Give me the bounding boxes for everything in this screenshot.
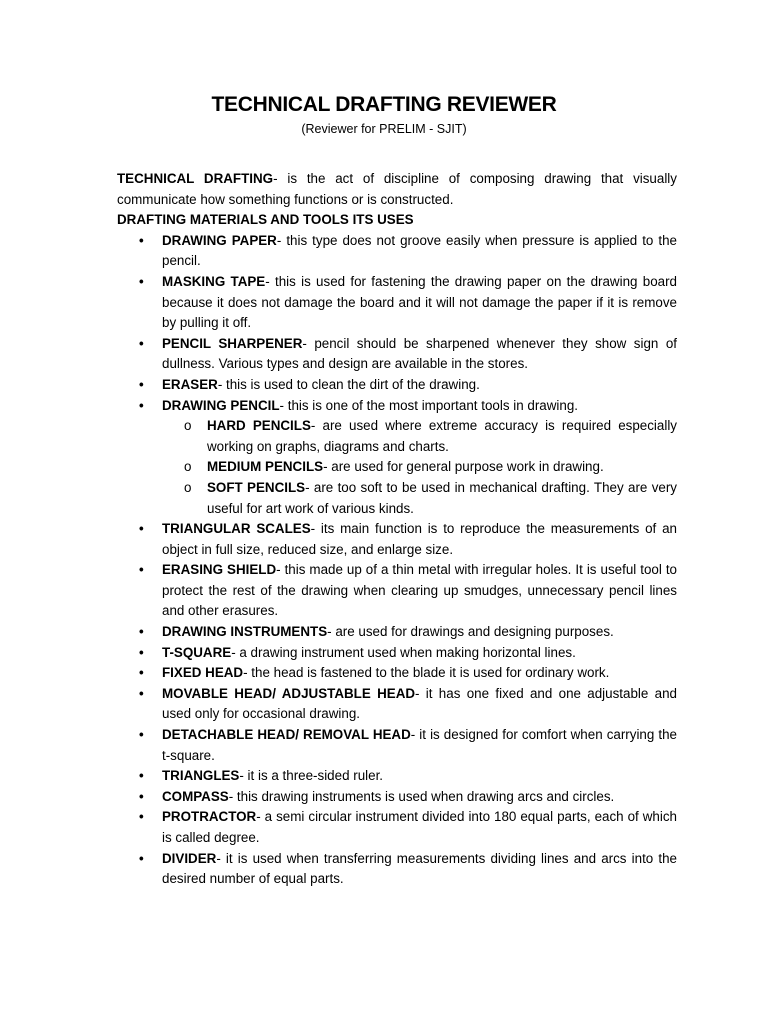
list-item bbox=[117, 334, 677, 375]
sub-item-term: SOFT PENCILS bbox=[207, 479, 306, 495]
item-text: - pencil should be sharpened whenever they show sign of dullness. Various types and design are available in the stores. bbox=[162, 335, 677, 372]
list-item bbox=[117, 396, 677, 520]
list-item bbox=[117, 766, 677, 787]
list-item bbox=[117, 807, 677, 848]
intro-definition: - is the act of discipline of composing drawing that visually communicate how something functions or is constructed. bbox=[117, 171, 677, 207]
sub-item-text: - are used where extreme accuracy is required especially working on graphs, diagrams and charts. bbox=[207, 418, 677, 454]
section-heading: DRAFTING MATERIALS AND TOOLS ITS USES bbox=[117, 212, 414, 228]
item-text: - it has one fixed and one adjustable and used only for occasional drawing. bbox=[162, 685, 677, 722]
sub-item-term: MEDIUM PENCILS bbox=[207, 459, 324, 475]
item-term: PROTRACTOR bbox=[162, 809, 257, 825]
list-item bbox=[117, 231, 677, 272]
list-item bbox=[117, 663, 677, 684]
item-text: - its main function is to reproduce the measurements of an object in full size, reduced size, and enlarge size. bbox=[162, 521, 677, 557]
item-term: DRAWING PENCIL bbox=[162, 397, 280, 413]
item-term: ERASER bbox=[162, 376, 218, 392]
pencil-types-list bbox=[162, 416, 677, 519]
item-text: - this is used to clean the dirt of the drawing. bbox=[217, 376, 480, 392]
intro-term: TECHNICAL DRAFTING bbox=[117, 171, 274, 186]
item-term: TRIANGULAR SCALES bbox=[162, 521, 311, 537]
item-term: PENCIL SHARPENER bbox=[162, 335, 303, 351]
item-text: - a drawing instrument used when making horizontal lines. bbox=[231, 644, 576, 660]
item-text: - a semi circular instrument divided into 180 equal parts, each of which is called degree. bbox=[162, 809, 677, 845]
list-item bbox=[117, 560, 677, 622]
item-text: - this type does not groove easily when pressure is applied to the pencil. bbox=[162, 232, 677, 269]
item-text: - are used for drawings and designing purposes. bbox=[327, 624, 614, 640]
item-term: ERASING SHIELD bbox=[162, 562, 277, 578]
item-text: - this made up of a thin metal with irregular holes. It is useful tool to protect the rest of the drawing when clearing up smudges, unnecessary pencil lines and other erasures. bbox=[162, 562, 677, 619]
item-term: DETACHABLE HEAD/ REMOVAL HEAD bbox=[162, 727, 411, 743]
item-term: MASKING TAPE bbox=[162, 273, 266, 289]
list-item bbox=[117, 725, 677, 766]
item-term: DRAWING PAPER bbox=[162, 232, 277, 248]
item-text: - the head is fastened to the blade it is used for ordinary work. bbox=[243, 665, 610, 681]
item-term: T-SQUARE bbox=[162, 644, 232, 660]
list-item bbox=[117, 375, 677, 396]
sub-item-text: - are used for general purpose work in drawing. bbox=[323, 459, 604, 475]
item-term: DIVIDER bbox=[162, 850, 217, 866]
item-term: COMPASS bbox=[162, 788, 229, 804]
list-item bbox=[117, 622, 677, 643]
item-term: MOVABLE HEAD/ ADJUSTABLE HEAD bbox=[162, 685, 416, 701]
sub-list-item bbox=[162, 457, 677, 478]
page-subtitle: (Reviewer for PRELIM - SJIT) bbox=[301, 122, 467, 136]
list-item bbox=[117, 787, 677, 808]
item-text: - this is one of the most important tools in drawing. bbox=[279, 397, 578, 413]
item-term: FIXED HEAD bbox=[162, 665, 244, 681]
list-item bbox=[117, 272, 677, 334]
item-text: - it is used when transferring measurements dividing lines and arcs into the desired number of equal parts. bbox=[162, 850, 677, 887]
item-text: - it is a three-sided ruler. bbox=[239, 768, 384, 784]
item-text: - this drawing instruments is used when drawing arcs and circles. bbox=[228, 788, 615, 804]
sub-item-text: - are too soft to be used in mechanical drafting. They are very useful for art work of various kinds. bbox=[207, 479, 677, 516]
sub-list-item bbox=[162, 416, 677, 457]
sub-list-item bbox=[162, 478, 677, 519]
list-item bbox=[117, 519, 677, 560]
list-item bbox=[117, 643, 677, 664]
item-term: TRIANGLES bbox=[162, 768, 240, 784]
list-item bbox=[117, 684, 677, 725]
item-text: - this is used for fastening the drawing paper on the drawing board because it does not damage the board and it will not damage the paper if it is remove by pulling it off. bbox=[162, 273, 677, 331]
list-item bbox=[117, 849, 677, 890]
item-text: - it is designed for comfort when carrying the t-square. bbox=[162, 727, 678, 763]
intro-paragraph bbox=[117, 169, 677, 210]
tools-list bbox=[117, 231, 677, 890]
page-title: TECHNICAL DRAFTING REVIEWER bbox=[211, 93, 557, 116]
document-body bbox=[117, 169, 677, 890]
sub-item-term: HARD PENCILS bbox=[207, 418, 311, 434]
item-term: DRAWING INSTRUMENTS bbox=[162, 624, 328, 640]
